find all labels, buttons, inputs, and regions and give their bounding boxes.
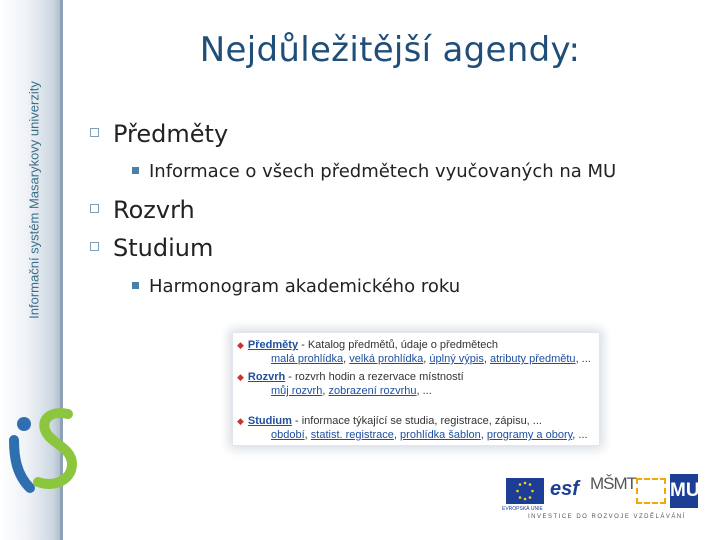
bullet-studium: [90, 234, 213, 262]
link-uplny-vypis[interactable]: úplný výpis: [429, 353, 484, 365]
square-bullet-icon: [90, 242, 99, 251]
menu-entry-rozvrh: [237, 371, 464, 383]
bullet-label: Rozvrh: [113, 196, 195, 224]
link-statist-registrace[interactable]: statist. registrace: [310, 429, 394, 441]
link-mala-prohlidka[interactable]: malá prohlídka: [271, 353, 344, 365]
bullet-rozvrh: [90, 196, 195, 224]
msmt-logo: MŠMT: [590, 474, 637, 493]
is-menu-screenshot: [232, 332, 600, 446]
menu-entry-studium: [237, 415, 542, 427]
page-title: Nejdůležitější agendy:: [199, 30, 581, 70]
link-atributy-predmetu[interactable]: atributy předmětu: [489, 353, 576, 365]
sub-bullet-predmety-info: [132, 161, 616, 182]
link-zobrazeni-rozvrhu[interactable]: zobrazení rozvrhu: [328, 385, 417, 397]
sub-bullet-studium-harmonogram: [132, 276, 460, 297]
sub-bullet-label: Harmonogram akademického roku: [149, 276, 461, 297]
menu-entry-desc: - rozvrh hodin a rezervace místností: [285, 371, 464, 383]
esf-logo: esf: [550, 478, 579, 500]
square-bullet-icon: [90, 128, 99, 137]
link-obdobi[interactable]: období: [271, 429, 305, 441]
link-predmety[interactable]: Předměty: [247, 339, 299, 351]
menu-sublinks-rozvrh: můj rozvrh, zobrazení rozvrhu, ...: [271, 385, 432, 397]
footer-logos: [498, 470, 708, 528]
filled-square-bullet-icon: [132, 282, 139, 289]
ellipsis: , ...: [575, 353, 591, 365]
mu-logo: MU: [670, 474, 698, 508]
eu-flag-icon: [506, 478, 544, 504]
vertical-caption: Informační systém Masarykovy univerzity: [26, 81, 42, 319]
is-logo-icon: [6, 396, 82, 496]
square-bullet-icon: [90, 204, 99, 213]
filled-square-bullet-icon: [132, 167, 139, 174]
link-prohlidka-sablon[interactable]: prohlídka šablon: [400, 429, 481, 441]
sub-bullet-label: Informace o všech předmětech vyučovaných na MU: [149, 161, 617, 182]
diamond-icon: ◆: [237, 372, 244, 382]
link-velka-prohlidka[interactable]: velká prohlídka: [349, 353, 424, 365]
op-vk-logo-icon: [636, 478, 666, 504]
link-muj-rozvrh[interactable]: můj rozvrh: [271, 385, 323, 397]
eu-caption: EVROPSKÁ UNIE: [502, 506, 543, 512]
bullet-label: Studium: [113, 234, 214, 262]
diamond-icon: ◆: [237, 416, 244, 426]
ellipsis: , ...: [416, 385, 432, 397]
link-studium[interactable]: Studium: [247, 415, 292, 427]
menu-sublinks-studium: období, statist. registrace, prohlídka šablon, programy a obory, ...: [271, 429, 588, 441]
footer-tagline: INVESTICE DO ROZVOJE VZDĚLÁVÁNÍ: [528, 514, 686, 520]
bullet-label: Předměty: [113, 120, 229, 148]
menu-entry-desc: - Katalog předmětů, údaje o předmětech: [298, 339, 499, 351]
ellipsis: , ...: [572, 429, 588, 441]
link-programy-a-obory[interactable]: programy a obory: [486, 429, 573, 441]
bullet-predmety: [90, 120, 228, 148]
menu-entry-predmety: [237, 339, 498, 351]
link-rozvrh[interactable]: Rozvrh: [247, 371, 286, 383]
menu-sublinks-predmety: malá prohlídka, velká prohlídka, úplný výpis, atributy předmětu, ...: [271, 353, 591, 365]
diamond-icon: ◆: [237, 340, 244, 350]
menu-entry-desc: - informace týkající se studia, registrace, zápisu, ...: [291, 415, 542, 427]
